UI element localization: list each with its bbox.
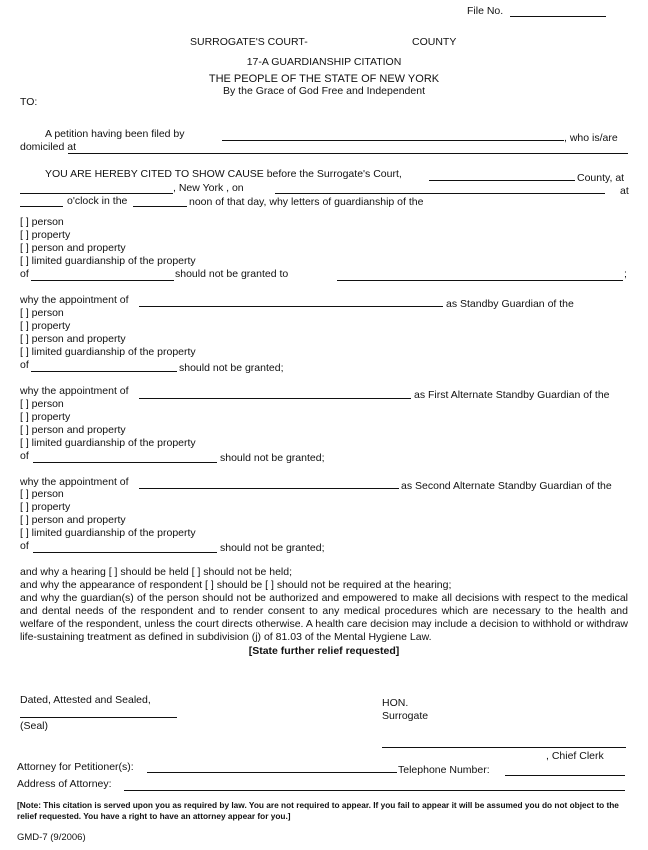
note-text: [Note: This citation is served upon you as required by law. You are not required to appear. If you fail to appear it will be assumed you do not object to the relief requested. You have a right to have an attorney appear for you.]	[17, 800, 619, 821]
chief-clerk-label: , Chief Clerk	[546, 750, 604, 762]
court-city-field[interactable]	[20, 193, 173, 194]
first-alt-not-granted: should not be granted;	[220, 452, 325, 464]
chief-clerk-field[interactable]	[382, 747, 626, 748]
second-alt-not-granted: should not be granted;	[220, 542, 325, 554]
attorney-address-field[interactable]	[124, 790, 625, 791]
standby-option-person[interactable]: [ ] person	[20, 307, 64, 319]
standby-why-label: why the appointment of	[20, 294, 129, 306]
standby-option-property[interactable]: [ ] property	[20, 320, 71, 332]
second-alt-option-person-and-property[interactable]: [ ] person and property	[20, 514, 126, 526]
attorney-label: Attorney for Petitioner(s):	[17, 761, 134, 773]
letters-option-property[interactable]: [ ] property	[20, 229, 71, 241]
second-alt-name-field[interactable]	[139, 488, 399, 489]
first-alt-why-label: why the appointment of	[20, 385, 129, 397]
who-is-are-label: , who is/are	[564, 132, 618, 144]
health-care-paragraph: and why the guardian(s) of the person should not be authorized and empowered to make all decisions with respect to the medical and dental needs of the respondent and to render consent to any medical procedures which are necessary to the health and welfare of the respondent, unless the court directs otherwise. A health care decision may include a decision to withhold or withdraw life-sustaining treatment as defined in subdivision (j) of 81.03 of the Mental Hygiene Law.	[20, 592, 628, 643]
hour-field[interactable]	[20, 206, 63, 207]
standby-as-label: as Standby Guardian of the	[446, 298, 574, 310]
noon-label: noon of that day, why letters of guardianship of the	[189, 196, 424, 208]
new-york-on-label: , New York , on	[173, 182, 244, 194]
standby-respondent-field[interactable]	[31, 371, 177, 372]
not-granted-to-label: should not be granted to	[175, 268, 289, 280]
semicolon: ;	[624, 268, 627, 280]
cited-text: YOU ARE HEREBY CITED TO SHOW CAUSE before the Surrogate's Court,	[45, 168, 402, 180]
at-label: at	[620, 185, 629, 197]
telephone-field[interactable]	[505, 775, 625, 776]
form-title: 17-A GUARDIANSHIP CITATION	[246, 56, 402, 68]
letters-of-label: of	[20, 268, 29, 280]
second-alt-option-person[interactable]: [ ] person	[20, 488, 64, 500]
standby-option-limited-property[interactable]: [ ] limited guardianship of the property	[20, 346, 196, 358]
letters-respondent-field[interactable]	[31, 280, 174, 281]
first-alt-option-property[interactable]: [ ] property	[20, 411, 71, 423]
first-alt-option-person[interactable]: [ ] person	[20, 398, 64, 410]
people-heading: THE PEOPLE OF THE STATE OF NEW YORK	[208, 73, 440, 85]
second-alt-as-label: as Second Alternate Standby Guardian of the	[401, 480, 612, 492]
file-no-label: File No.	[467, 5, 504, 17]
first-alt-name-field[interactable]	[139, 398, 411, 399]
petition-filed-by: A petition having been filed by	[45, 128, 185, 140]
letters-option-limited-property[interactable]: [ ] limited guardianship of the property	[20, 255, 196, 267]
county-label: COUNTY	[412, 36, 457, 48]
dated-label: Dated, Attested and Sealed,	[20, 694, 151, 706]
standby-of-label: of	[20, 359, 29, 371]
dated-field[interactable]	[20, 717, 177, 718]
hearing-date-field[interactable]	[275, 193, 605, 194]
second-alt-option-property[interactable]: [ ] property	[20, 501, 71, 513]
further-relief-label: [State further relief requested]	[248, 645, 400, 657]
surrogate-label: Surrogate	[382, 710, 429, 722]
telephone-label: Telephone Number:	[398, 764, 490, 776]
first-alt-of-label: of	[20, 450, 29, 462]
attorney-name-field[interactable]	[147, 772, 397, 773]
to-label: TO:	[20, 96, 38, 108]
domicile-field[interactable]	[68, 153, 628, 154]
second-alt-option-limited-property[interactable]: [ ] limited guardianship of the property	[20, 527, 196, 539]
first-alt-respondent-field[interactable]	[33, 462, 217, 463]
hon-label: HON.	[382, 697, 409, 709]
first-alt-option-person-and-property[interactable]: [ ] person and property	[20, 424, 126, 436]
court-county-field[interactable]	[429, 180, 575, 181]
attorney-address-label: Address of Attorney:	[17, 778, 112, 790]
file-no-field[interactable]	[510, 16, 606, 17]
grace-heading: By the Grace of God Free and Independent	[223, 85, 425, 97]
hearing-held-line[interactable]: and why a hearing [ ] should be held [ ] should not be held;	[20, 566, 293, 578]
letters-grantee-field[interactable]	[337, 280, 623, 281]
appearance-line[interactable]: and why the appearance of respondent [ ] should be [ ] should not be required at the hearing;	[20, 579, 452, 591]
form-id: GMD-7 (9/2006)	[17, 832, 86, 843]
county-at-label: County, at	[577, 172, 625, 184]
first-alt-as-label: as First Alternate Standby Guardian of the	[414, 389, 610, 401]
oclock-label: o'clock in the	[67, 195, 128, 207]
second-alt-respondent-field[interactable]	[33, 552, 217, 553]
standby-option-person-and-property[interactable]: [ ] person and property	[20, 333, 126, 345]
second-alt-why-label: why the appointment of	[20, 476, 129, 488]
letters-option-person[interactable]: [ ] person	[20, 216, 64, 228]
court-label: SURROGATE'S COURT-	[190, 36, 308, 48]
seal-label: (Seal)	[20, 720, 49, 732]
standby-name-field[interactable]	[139, 306, 443, 307]
first-alt-option-limited-property[interactable]: [ ] limited guardianship of the property	[20, 437, 196, 449]
petitioner-name-field[interactable]	[222, 140, 564, 141]
second-alt-of-label: of	[20, 540, 29, 552]
domiciled-label: domiciled at	[20, 141, 77, 153]
fore-after-noon-field[interactable]	[133, 206, 187, 207]
letters-option-person-and-property[interactable]: [ ] person and property	[20, 242, 126, 254]
standby-not-granted: should not be granted;	[179, 362, 284, 374]
